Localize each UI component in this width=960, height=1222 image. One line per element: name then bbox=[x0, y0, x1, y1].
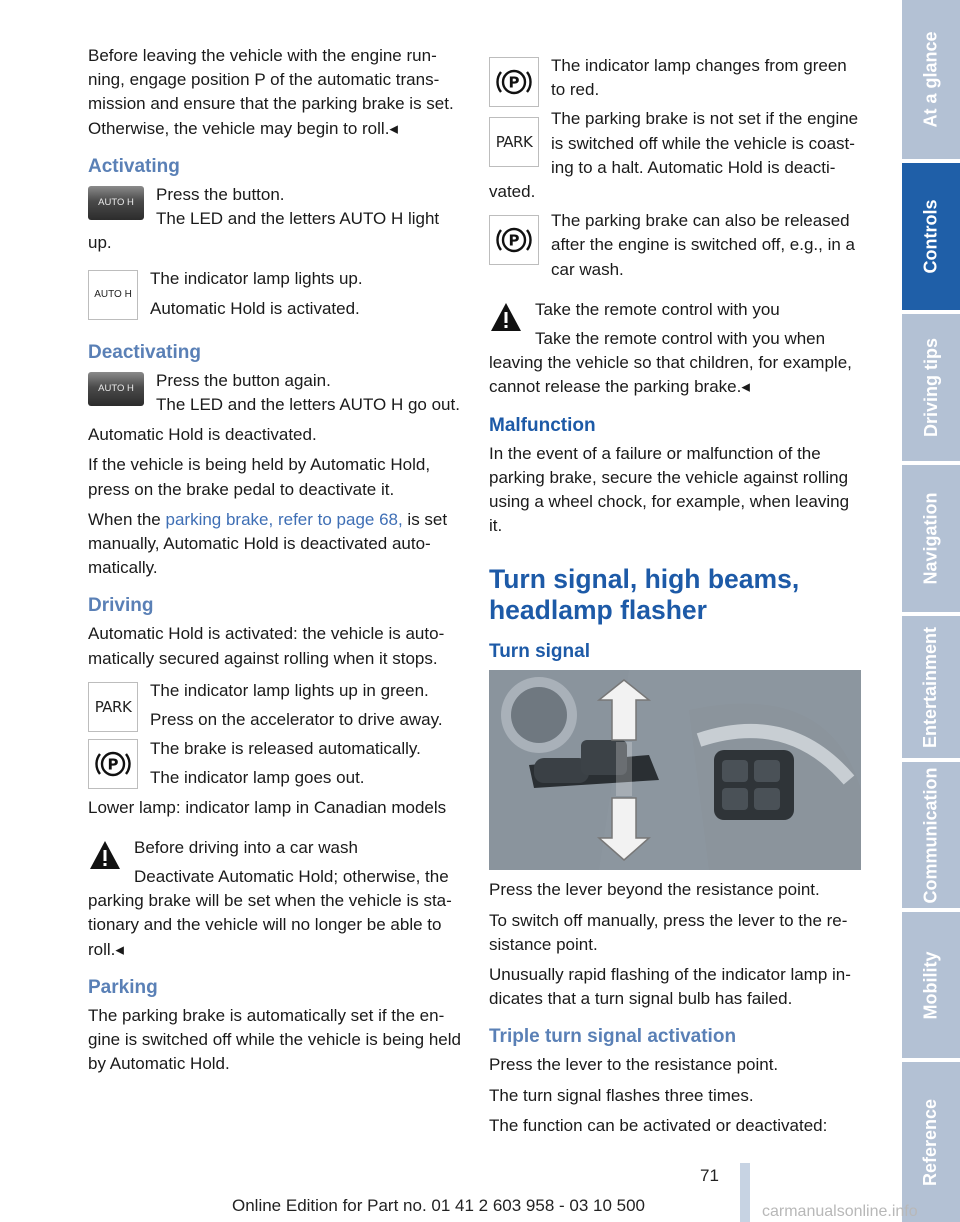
warning-triangle-icon bbox=[88, 838, 122, 872]
deactivate-brake-text: If the vehicle is being held by Automatic Hold, press on the brake pedal to deactivate it. bbox=[88, 455, 431, 499]
released-text: The parking brake can also be released after the engine is switched off, e.g., in a car wash. bbox=[551, 211, 855, 279]
watermark: carmanualsonline.info bbox=[762, 1203, 918, 1220]
tab-navigation[interactable]: Navigation bbox=[902, 465, 960, 612]
auto-h-indicator-icon: AUTO H bbox=[88, 270, 138, 320]
turn-signal-text2: To switch off manually, press the lever to the resistance point. bbox=[489, 910, 848, 954]
turn-signal-lever-photo bbox=[489, 670, 861, 870]
parking-brake-link[interactable]: parking brake, refer to page 68, bbox=[165, 509, 403, 529]
tab-reference[interactable]: Reference bbox=[902, 1062, 960, 1222]
tab-driving-tips[interactable]: Driving tips bbox=[902, 314, 960, 461]
driving-park2: Press on the accelerator to drive away. bbox=[150, 710, 443, 730]
activating-lamp-block bbox=[88, 267, 463, 326]
malfunction-text: In the event of a failure or malfunction of the parking brake, secure the vehicle against rolling using a wheel chock, for example, when leaving it. bbox=[489, 443, 850, 536]
svg-text:P: P bbox=[508, 231, 520, 250]
warning-body: Take the remote control with you when leaving the vehicle so that children, for example, cannot release the parking brake.◂ bbox=[489, 329, 852, 397]
triple-text2: The turn signal flashes three times. bbox=[489, 1085, 754, 1105]
deactivating-line2: The LED and the letters AUTO H go out. bbox=[156, 395, 460, 415]
lamp-out-text: The indicator lamp goes out. bbox=[150, 768, 365, 788]
warning-body: Deactivate Automatic Hold; otherwise, the parking brake will be set when the vehicle is stationary and the vehicle will no longer be able to roll.◂ bbox=[88, 867, 452, 959]
parking-brake-indicator-icon bbox=[489, 57, 539, 107]
footer-accent-bar bbox=[740, 1163, 750, 1222]
warning-title: Take the remote control with you bbox=[535, 299, 780, 319]
page-number: 71 bbox=[700, 1166, 719, 1185]
brake-released-text: The brake is released automatically. bbox=[150, 739, 421, 759]
svg-text:P: P bbox=[107, 755, 119, 774]
activating-line2: The LED and the letters AUTO H light up. bbox=[88, 209, 440, 253]
heading-malfunction: Malfunction bbox=[489, 414, 596, 436]
turn-signal-text3: Unusually rapid flashing of the indicator lamp indicates that a turn signal bulb has failed. bbox=[489, 965, 851, 1009]
deactivating-line1: Press the button again. bbox=[156, 370, 331, 390]
heading-turn-signal: Turn signal bbox=[489, 641, 590, 663]
tab-communication[interactable]: Communication bbox=[902, 762, 960, 908]
tab-at-a-glance[interactable]: At a glance bbox=[902, 0, 960, 159]
heading-driving: Driving bbox=[88, 595, 154, 617]
section-title: Turn signal, high beams, headlamp flasher bbox=[489, 564, 800, 626]
tab-controls[interactable]: Controls bbox=[902, 163, 960, 310]
canadian-lamp-text: Lower lamp: indicator lamp in Canadian models bbox=[88, 797, 447, 817]
left-column bbox=[88, 44, 463, 1083]
lamp-change-text: The indicator lamp changes from green to red. bbox=[551, 56, 847, 100]
intro-paragraph: Before leaving the vehicle with the engine running, engage position P of the automatic transmission and ensure that the parking brake is set. Otherwise, the vehicle may begin to roll.◂ bbox=[88, 46, 454, 138]
right-column bbox=[489, 54, 863, 1144]
tab-entertainment[interactable]: Entertainment bbox=[902, 616, 960, 758]
driving-park1: The indicator lamp lights up in green. bbox=[150, 680, 429, 700]
triple-text1: Press the lever to the resistance point. bbox=[489, 1055, 779, 1075]
parking-text: The parking brake is automatically set if the engine is switched off while the vehicle is being held by Automatic Hold. bbox=[88, 1005, 461, 1074]
parking-brake-indicator-icon bbox=[88, 739, 138, 789]
parking-brake-indicator-icon bbox=[489, 215, 539, 265]
warning-triangle-icon bbox=[489, 300, 523, 334]
activating-line1: Press the button. bbox=[156, 184, 285, 204]
auto-h-button-icon: AUTO H bbox=[88, 372, 144, 406]
lamp-block bbox=[489, 54, 863, 288]
driving-park-block bbox=[88, 679, 463, 826]
park-indicator-icon: PARK bbox=[88, 682, 138, 732]
activating-lamp1: The indicator lamp lights up. bbox=[150, 269, 363, 289]
heading-activating: Activating bbox=[88, 155, 180, 177]
heading-deactivating: Deactivating bbox=[88, 341, 201, 363]
triple-text3: The function can be activated or deactivated: bbox=[489, 1115, 828, 1135]
heading-triple-turn-signal: Triple turn signal activation bbox=[489, 1026, 737, 1048]
chapter-sidebar bbox=[902, 0, 960, 1222]
auto-h-button-icon: AUTO H bbox=[88, 186, 144, 220]
tab-mobility[interactable]: Mobility bbox=[902, 912, 960, 1058]
deactivated-text: Automatic Hold is deactivated. bbox=[88, 425, 317, 445]
not-set-text: The parking brake is not set if the engine is switched off while the vehicle is coasting to a halt. Automatic Hold is deactivated. bbox=[489, 109, 859, 202]
deactivating-block bbox=[88, 369, 463, 423]
remote-warning bbox=[489, 298, 863, 400]
driving-text: Automatic Hold is activated: the vehicle is automatically secured against rolling when it stops. bbox=[88, 624, 445, 668]
footer-edition: Online Edition for Part no. 01 41 2 603 958 - 03 10 500 bbox=[232, 1196, 646, 1215]
warning-title: Before driving into a car wash bbox=[134, 837, 358, 857]
heading-parking: Parking bbox=[88, 976, 158, 998]
svg-text:P: P bbox=[508, 73, 520, 92]
car-wash-warning bbox=[88, 836, 463, 962]
turn-signal-text1: Press the lever beyond the resistance point. bbox=[489, 880, 820, 900]
manual-brake-text: When the parking brake, refer to page 68, is set manually, Automatic Hold is deactivated automatically. bbox=[88, 509, 448, 578]
park-indicator-icon: PARK bbox=[489, 117, 539, 167]
activating-lamp2: Automatic Hold is activated. bbox=[150, 298, 360, 318]
activating-block bbox=[88, 183, 463, 262]
